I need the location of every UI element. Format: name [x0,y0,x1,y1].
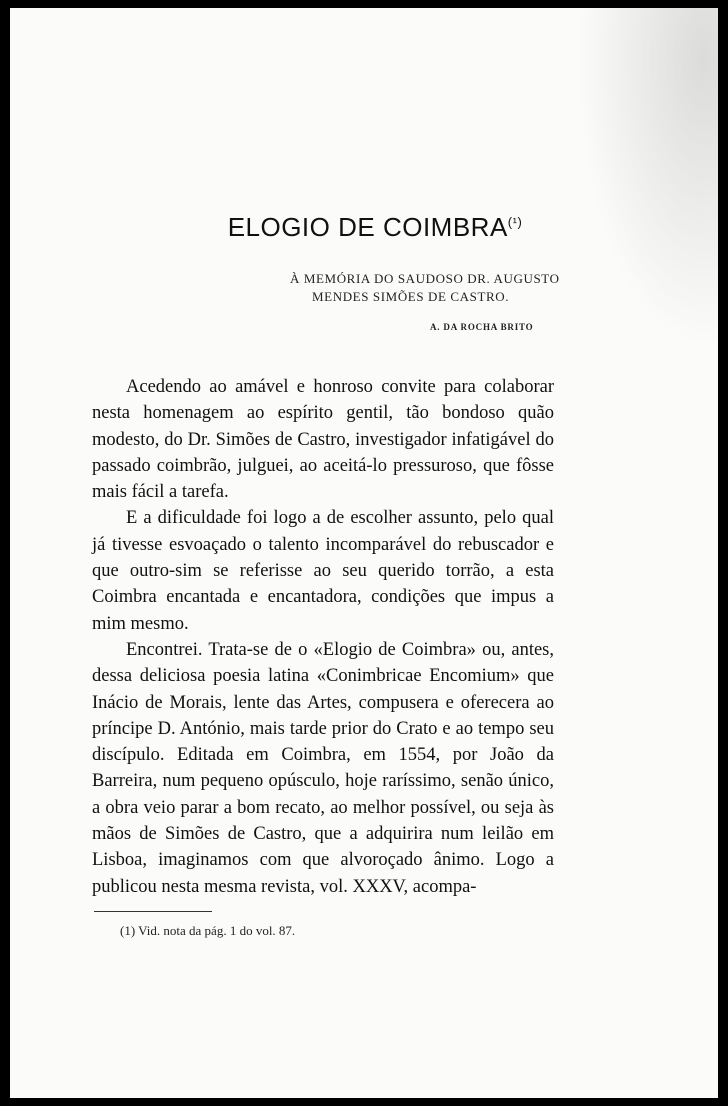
footnote: (1) Vid. nota da pág. 1 do vol. 87. [120,923,296,938]
paper-stain [578,8,718,348]
article-body [92,374,554,900]
dedication-line-2: MENDES SIMÕES DE CASTRO. [312,289,510,304]
title-text: ELOGIO DE COIMBRA [227,212,508,242]
footnote-divider [94,911,212,912]
paragraph-2: E a dificuldade foi logo a de escolher assunto, pelo qual já tivesse esvoaçado o talento incomparável do rebuscador e que outro-sim se referisse ao seu querido torrão, a esta Coimbra encantada e encantadora, condições que impus a mim mesmo. [92,508,554,634]
dedication [290,270,560,306]
document-page [10,8,718,1098]
title-footnote-marker: (¹) [507,214,523,230]
author-name: A. DA ROCHA BRITO [430,322,534,332]
paragraph-3: Encontrei. Trata-se de o «Elogio de Coimbra» ou, antes, dessa deliciosa poesia latina «Conimbricae Encomium» que Inácio de Morais, lente das Artes, compusera e oferecera ao príncipe D. António, mais tarde prior do Crato e ao tempo seu discípulo. Editada em Coimbra, em 1554, por João da Barreira, num pequeno opúsculo, hoje raríssimo, senão único, a obra veio parar a bom recato, ao melhor possível, ou seja às mãos de Simões de Castro, que a adquirira num leilão em Lisboa, imaginamos com que alvoroçado ânimo. Logo a publicou nesta mesma revista, vol. XXXV, acompa- [92,639,554,897]
dedication-line-1: À MEMÓRIA DO SAUDOSO DR. AUGUSTO [290,271,560,286]
paragraph-1: Acedendo ao amável e honroso convite para colaborar nesta homenagem ao espírito gentil, tão bondoso quão modesto, do Dr. Simões de Castro, investigador infatigável do passado coimbrão, julguei, ao aceitá-lo pressuroso, que fôsse mais fácil a tarefa. [92,377,554,503]
article-title [10,212,718,243]
